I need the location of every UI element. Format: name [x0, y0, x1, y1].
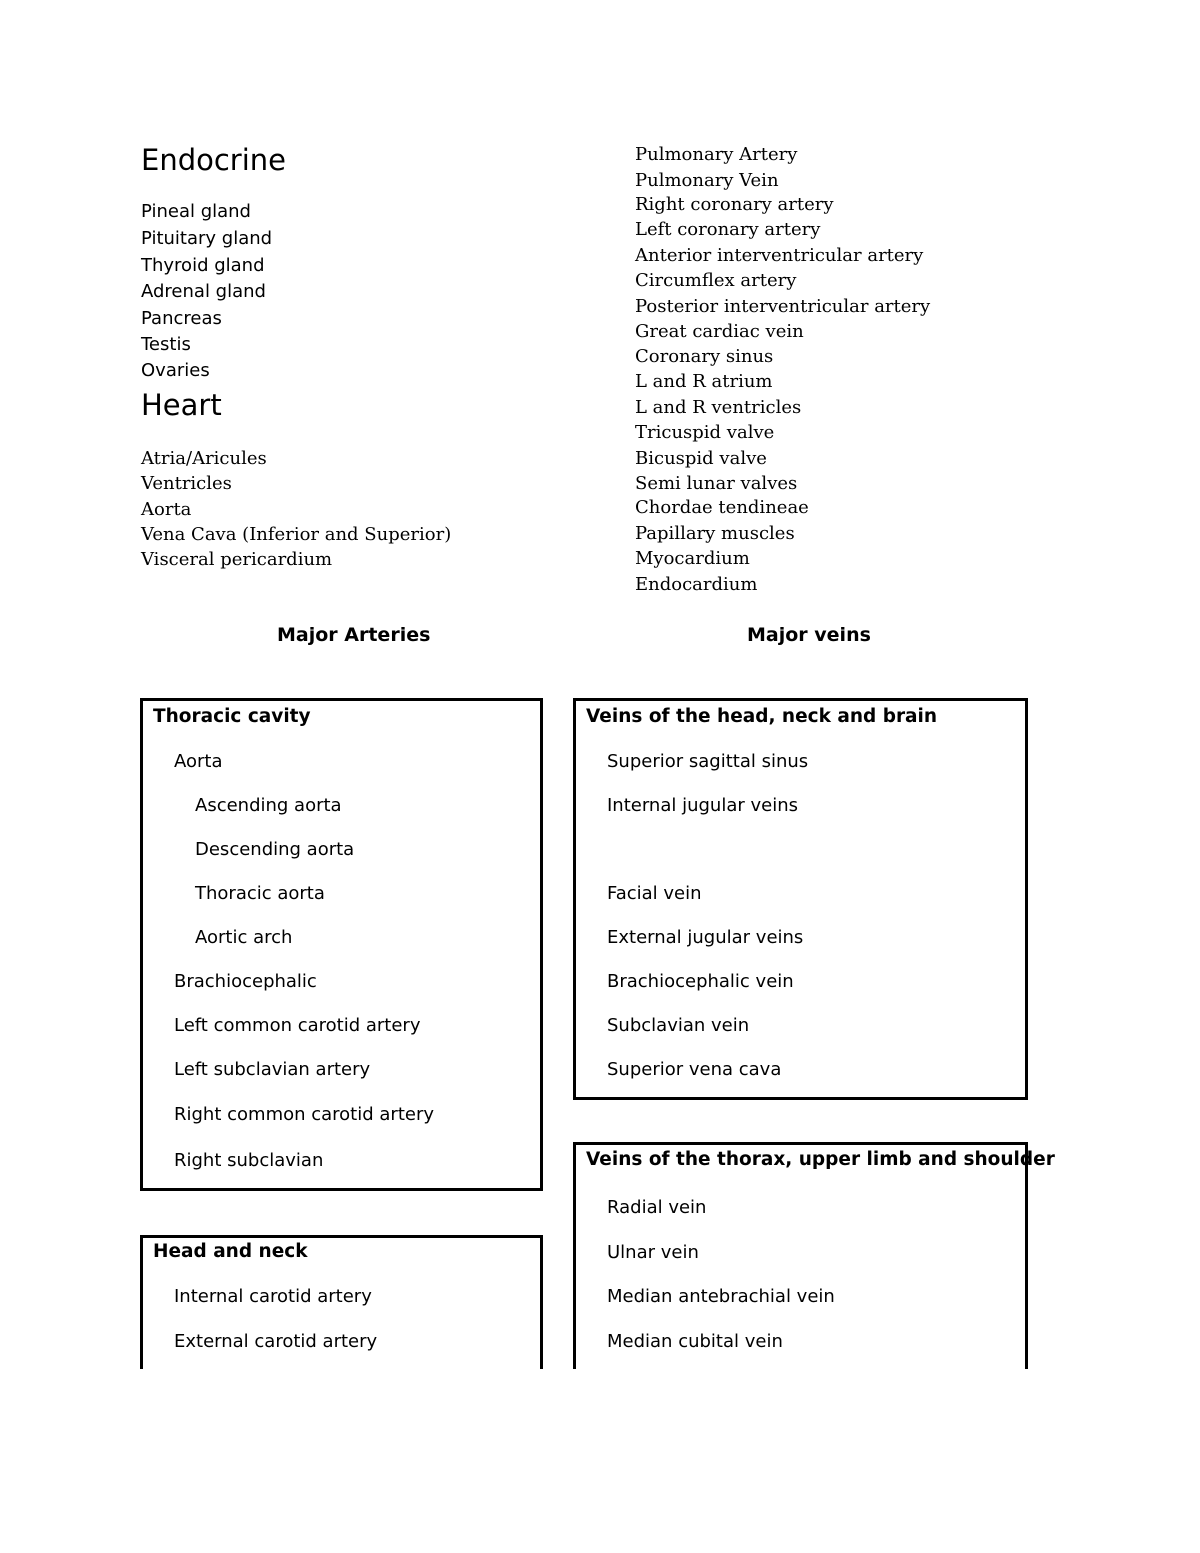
list-item: Vena Cava (Inferior and Superior): [141, 524, 452, 545]
list-item: Left subclavian artery: [174, 1059, 371, 1080]
list-item: Posterior interventricular artery: [635, 296, 931, 317]
list-item: Anterior interventricular artery: [635, 245, 924, 266]
list-item: Subclavian vein: [607, 1015, 750, 1036]
list-item: Atria/Aricules: [141, 448, 267, 469]
list-item: Brachiocephalic: [174, 971, 317, 992]
list-item: Ascending aorta: [195, 795, 342, 816]
list-item: Internal carotid artery: [174, 1286, 372, 1307]
heart-title: Heart: [141, 388, 222, 422]
list-item: Aortic arch: [195, 927, 293, 948]
thoracic-cavity-box: [140, 698, 543, 1191]
list-item: External carotid artery: [174, 1331, 378, 1352]
list-item: Papillary muscles: [635, 523, 795, 544]
list-item: Pulmonary Vein: [635, 170, 779, 191]
list-item: Pancreas: [141, 308, 222, 329]
list-item: Testis: [141, 334, 191, 355]
list-item: Ovaries: [141, 360, 210, 381]
list-item: Aorta: [141, 499, 192, 520]
list-item: Endocardium: [635, 574, 758, 595]
list-item: L and R ventricles: [635, 397, 802, 418]
list-item: Thyroid gland: [141, 255, 265, 276]
list-item: Ventricles: [141, 473, 232, 494]
list-item: Pulmonary Artery: [635, 144, 798, 165]
list-item: Semi lunar valves: [635, 473, 798, 494]
list-item: Tricuspid valve: [635, 422, 775, 443]
list-item: Descending aorta: [195, 839, 355, 860]
thorax-veins-box: [573, 1142, 1055, 1369]
list-item: Pineal gland: [141, 201, 251, 222]
list-item: Adrenal gland: [141, 281, 266, 302]
box-title: Veins of the thorax, upper limb and shoulder: [586, 1149, 1055, 1170]
list-item: Internal jugular veins: [607, 795, 799, 816]
list-item: Superior vena cava: [607, 1059, 782, 1080]
list-item: Thoracic aorta: [195, 883, 325, 904]
endocrine-title: Endocrine: [141, 143, 286, 177]
list-item: Bicuspid valve: [635, 448, 767, 469]
list-item: Chordae tendineae: [635, 497, 809, 518]
head-neck-box: [140, 1235, 543, 1369]
list-item: L and R atrium: [635, 371, 773, 392]
box-title: Veins of the head, neck and brain: [586, 706, 938, 727]
list-item: Pituitary gland: [141, 228, 273, 249]
list-item: Facial vein: [607, 883, 702, 904]
list-item: Myocardium: [635, 548, 750, 569]
list-item: Ulnar vein: [607, 1242, 699, 1263]
list-item: Right coronary artery: [635, 194, 834, 215]
list-item: Left coronary artery: [635, 219, 821, 240]
list-item: Superior sagittal sinus: [607, 751, 809, 772]
list-item: Right common carotid artery: [174, 1104, 435, 1125]
list-item: Left common carotid artery: [174, 1015, 421, 1036]
list-item: Aorta: [174, 751, 223, 772]
list-item: Median cubital vein: [607, 1331, 783, 1352]
box-title: Head and neck: [153, 1241, 308, 1262]
head-veins-box: [573, 698, 1028, 1100]
list-item: Circumflex artery: [635, 270, 797, 291]
veins-heading: Major veins: [747, 624, 871, 646]
list-item: Radial vein: [607, 1197, 707, 1218]
arteries-heading: Major Arteries: [277, 624, 431, 646]
list-item: Right subclavian: [174, 1150, 324, 1171]
list-item: Median antebrachial vein: [607, 1286, 835, 1307]
list-item: Coronary sinus: [635, 346, 774, 367]
list-item: Visceral pericardium: [141, 549, 333, 570]
box-title: Thoracic cavity: [153, 706, 311, 727]
list-item: External jugular veins: [607, 927, 804, 948]
list-item: Brachiocephalic vein: [607, 971, 794, 992]
list-item: Great cardiac vein: [635, 321, 804, 342]
